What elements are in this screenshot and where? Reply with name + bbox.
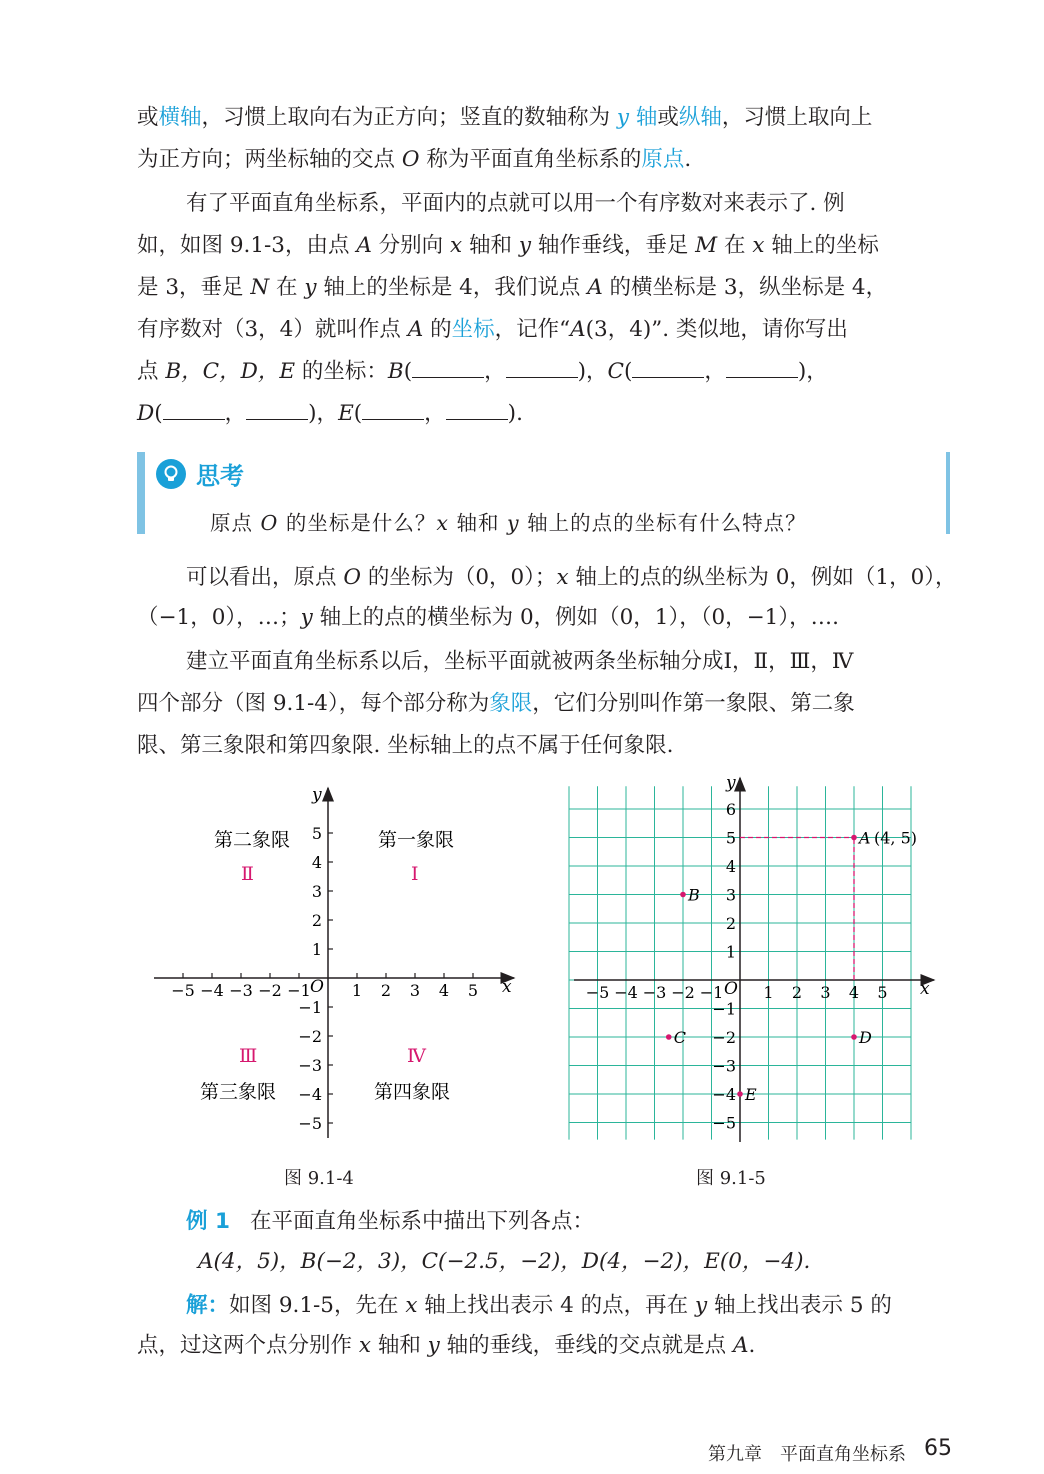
y-tick-label: 4 (725, 857, 736, 876)
point-label: A (859, 828, 871, 848)
y-tick-label: −3 (712, 1056, 736, 1076)
coordinate-grid-figure (568, 772, 948, 1150)
quadrant-name: 第一象限 (378, 829, 455, 851)
answer-blank[interactable] (163, 399, 225, 420)
text-line: 建立平面直角坐标系以后，坐标平面就被两条坐标轴分成Ⅰ，Ⅱ，Ⅲ，Ⅳ (186, 649, 854, 674)
solution-line: 解：如图 9.1-5，先在 x 轴上找出表示 4 的点，再在 y 轴上找出表示 5 的 (186, 1293, 892, 1318)
quadrant-numeral: Ⅲ (239, 1045, 258, 1067)
y-tick-label: −3 (298, 1056, 322, 1075)
x-tick-label: 1 (351, 981, 363, 1000)
think-question: 原点 O 的坐标是什么？x 轴和 y 轴上的点的坐标有什么特点？ (210, 511, 807, 535)
x-tick-label: −2 (671, 983, 695, 1002)
lightbulb-icon (156, 459, 186, 489)
x-tick-label: −5 (585, 983, 610, 1002)
y-tick-label: 4 (311, 853, 322, 872)
answer-blank[interactable] (362, 399, 424, 420)
y-axis-label: y (726, 773, 736, 793)
y-tick-label: −5 (298, 1114, 322, 1133)
think-title: 思考 (196, 462, 244, 490)
point-label: C (673, 1028, 686, 1047)
y-tick-label: 3 (311, 882, 322, 901)
think-header (156, 456, 244, 491)
text-line: D( ， )，E( ， ). (137, 401, 523, 426)
text-line: 可以看出，原点 O 的坐标为（0，0）；x 轴上的点的纵坐标为 0，例如（1，0）， (186, 565, 957, 590)
origin-label: O (724, 979, 738, 999)
y-tick-label: 5 (725, 828, 736, 848)
text-line: 如，如图 9.1-3，由点 A 分别向 x 轴和 y 轴作垂线，垂足 M 在 x 轴上的坐标 (137, 233, 879, 258)
text-line: 或横轴，习惯上取向右为正方向；竖直的数轴称为 y 轴或纵轴，习惯上取向上 (137, 105, 873, 130)
point-e (737, 1091, 743, 1097)
y-axis-label: y (312, 785, 322, 805)
point-label: D (859, 1028, 872, 1047)
answer-blank[interactable] (246, 399, 308, 420)
point-b (680, 892, 686, 898)
page-number: 65 (924, 1436, 952, 1461)
x-tick-label: 3 (820, 983, 831, 1002)
think-box-bar (946, 452, 950, 534)
text-line: 有序数对（3，4）就叫作点 A 的坐标，记作“A(3，4)”. 类似地，请你写出 (137, 317, 848, 342)
point-a (851, 835, 857, 841)
x-tick-label: 5 (877, 983, 888, 1002)
x-tick-label: −1 (699, 983, 724, 1002)
y-tick-label: 5 (311, 824, 322, 843)
point-c (666, 1034, 672, 1040)
x-tick-label: 4 (438, 981, 450, 1000)
x-tick-label: −2 (258, 981, 282, 1000)
text-line: 是 3，垂足 N 在 y 轴上的坐标是 4，我们说点 A 的横坐标是 3，纵坐标是 4， (137, 275, 888, 300)
example-line: 例 1 在平面直角坐标系中描出下列各点： (186, 1209, 594, 1234)
answer-blank[interactable] (632, 357, 704, 378)
x-tick-label: −4 (614, 983, 638, 1002)
point-label: E (745, 1085, 757, 1104)
chapter-footer: 第九章 平面直角坐标系 (708, 1444, 906, 1465)
x-tick-label: 4 (848, 983, 860, 1002)
y-tick-label: −4 (712, 1085, 736, 1104)
x-tick-label: 2 (380, 981, 392, 1000)
y-tick-label: 3 (725, 885, 736, 905)
point-a-coords: (4, 5) (874, 828, 918, 848)
x-tick-label: −5 (171, 981, 195, 1000)
text-line: 为正方向；两坐标轴的交点 O 称为平面直角坐标系的原点. (137, 147, 692, 172)
point-label: B (688, 885, 700, 905)
quadrant-numeral: Ⅰ (411, 863, 419, 885)
x-tick-label: −1 (287, 981, 311, 1000)
answer-blank[interactable] (726, 357, 798, 378)
solution-line: 点，过这两个点分别作 x 轴和 y 轴的垂线，垂线的交点就是点 A. (137, 1333, 756, 1358)
answer-blank[interactable] (446, 399, 508, 420)
y-tick-label: −2 (712, 1028, 736, 1047)
y-tick-label: 6 (725, 800, 736, 819)
x-axis-label: x (502, 977, 512, 997)
y-tick-label: −1 (298, 998, 322, 1017)
text-line: 四个部分（图 9.1-4），每个部分称为象限，它们分别叫作第一象限、第二象 (137, 691, 855, 716)
quadrant-figure (148, 780, 528, 1150)
x-tick-label: −3 (642, 983, 667, 1002)
example-points: A(4，5)，B(−2，3)，C(−2.5，−2)，D(4，−2)，E(0，−4). (198, 1249, 811, 1274)
figure-caption: 图 9.1-4 (284, 1168, 354, 1189)
y-tick-label: 2 (725, 914, 736, 933)
text-line: 有了平面直角坐标系，平面内的点就可以用一个有序数对来表示了. 例 (186, 191, 845, 216)
y-tick-label: 1 (725, 942, 736, 962)
y-tick-label: −2 (298, 1027, 322, 1046)
text-line: 限、第三象限和第四象限. 坐标轴上的点不属于任何象限. (137, 733, 674, 758)
think-box-bar (137, 452, 145, 534)
x-tick-label: 2 (791, 983, 803, 1002)
quadrant-name: 第二象限 (214, 829, 291, 851)
point-d (851, 1034, 857, 1040)
y-tick-label: −1 (712, 999, 736, 1019)
y-tick-label: −4 (298, 1085, 322, 1104)
x-tick-label: 1 (763, 983, 774, 1002)
origin-label: O (310, 977, 324, 997)
x-tick-label: 5 (467, 981, 479, 1000)
x-tick-label: 3 (409, 981, 421, 1000)
quadrant-numeral: Ⅱ (241, 863, 254, 885)
y-tick-label: 2 (311, 911, 322, 930)
x-tick-label: −3 (229, 981, 253, 1000)
y-tick-label: 1 (311, 940, 322, 959)
x-axis-label: x (920, 979, 930, 999)
answer-blank[interactable] (506, 357, 578, 378)
quadrant-numeral: Ⅳ (407, 1045, 426, 1067)
figure-caption: 图 9.1-5 (696, 1168, 766, 1189)
quadrant-name: 第三象限 (200, 1081, 277, 1103)
y-tick-label: −5 (712, 1113, 736, 1133)
x-tick-label: −4 (200, 981, 224, 1000)
text-line: （−1，0），…；y 轴上的点的横坐标为 0，例如（0，1），（0，−1），…. (137, 605, 839, 630)
answer-blank[interactable] (412, 357, 484, 378)
quadrant-name: 第四象限 (374, 1081, 451, 1103)
text-line: 点 B，C，D，E 的坐标：B( ， )，C( ， )， (137, 359, 828, 384)
